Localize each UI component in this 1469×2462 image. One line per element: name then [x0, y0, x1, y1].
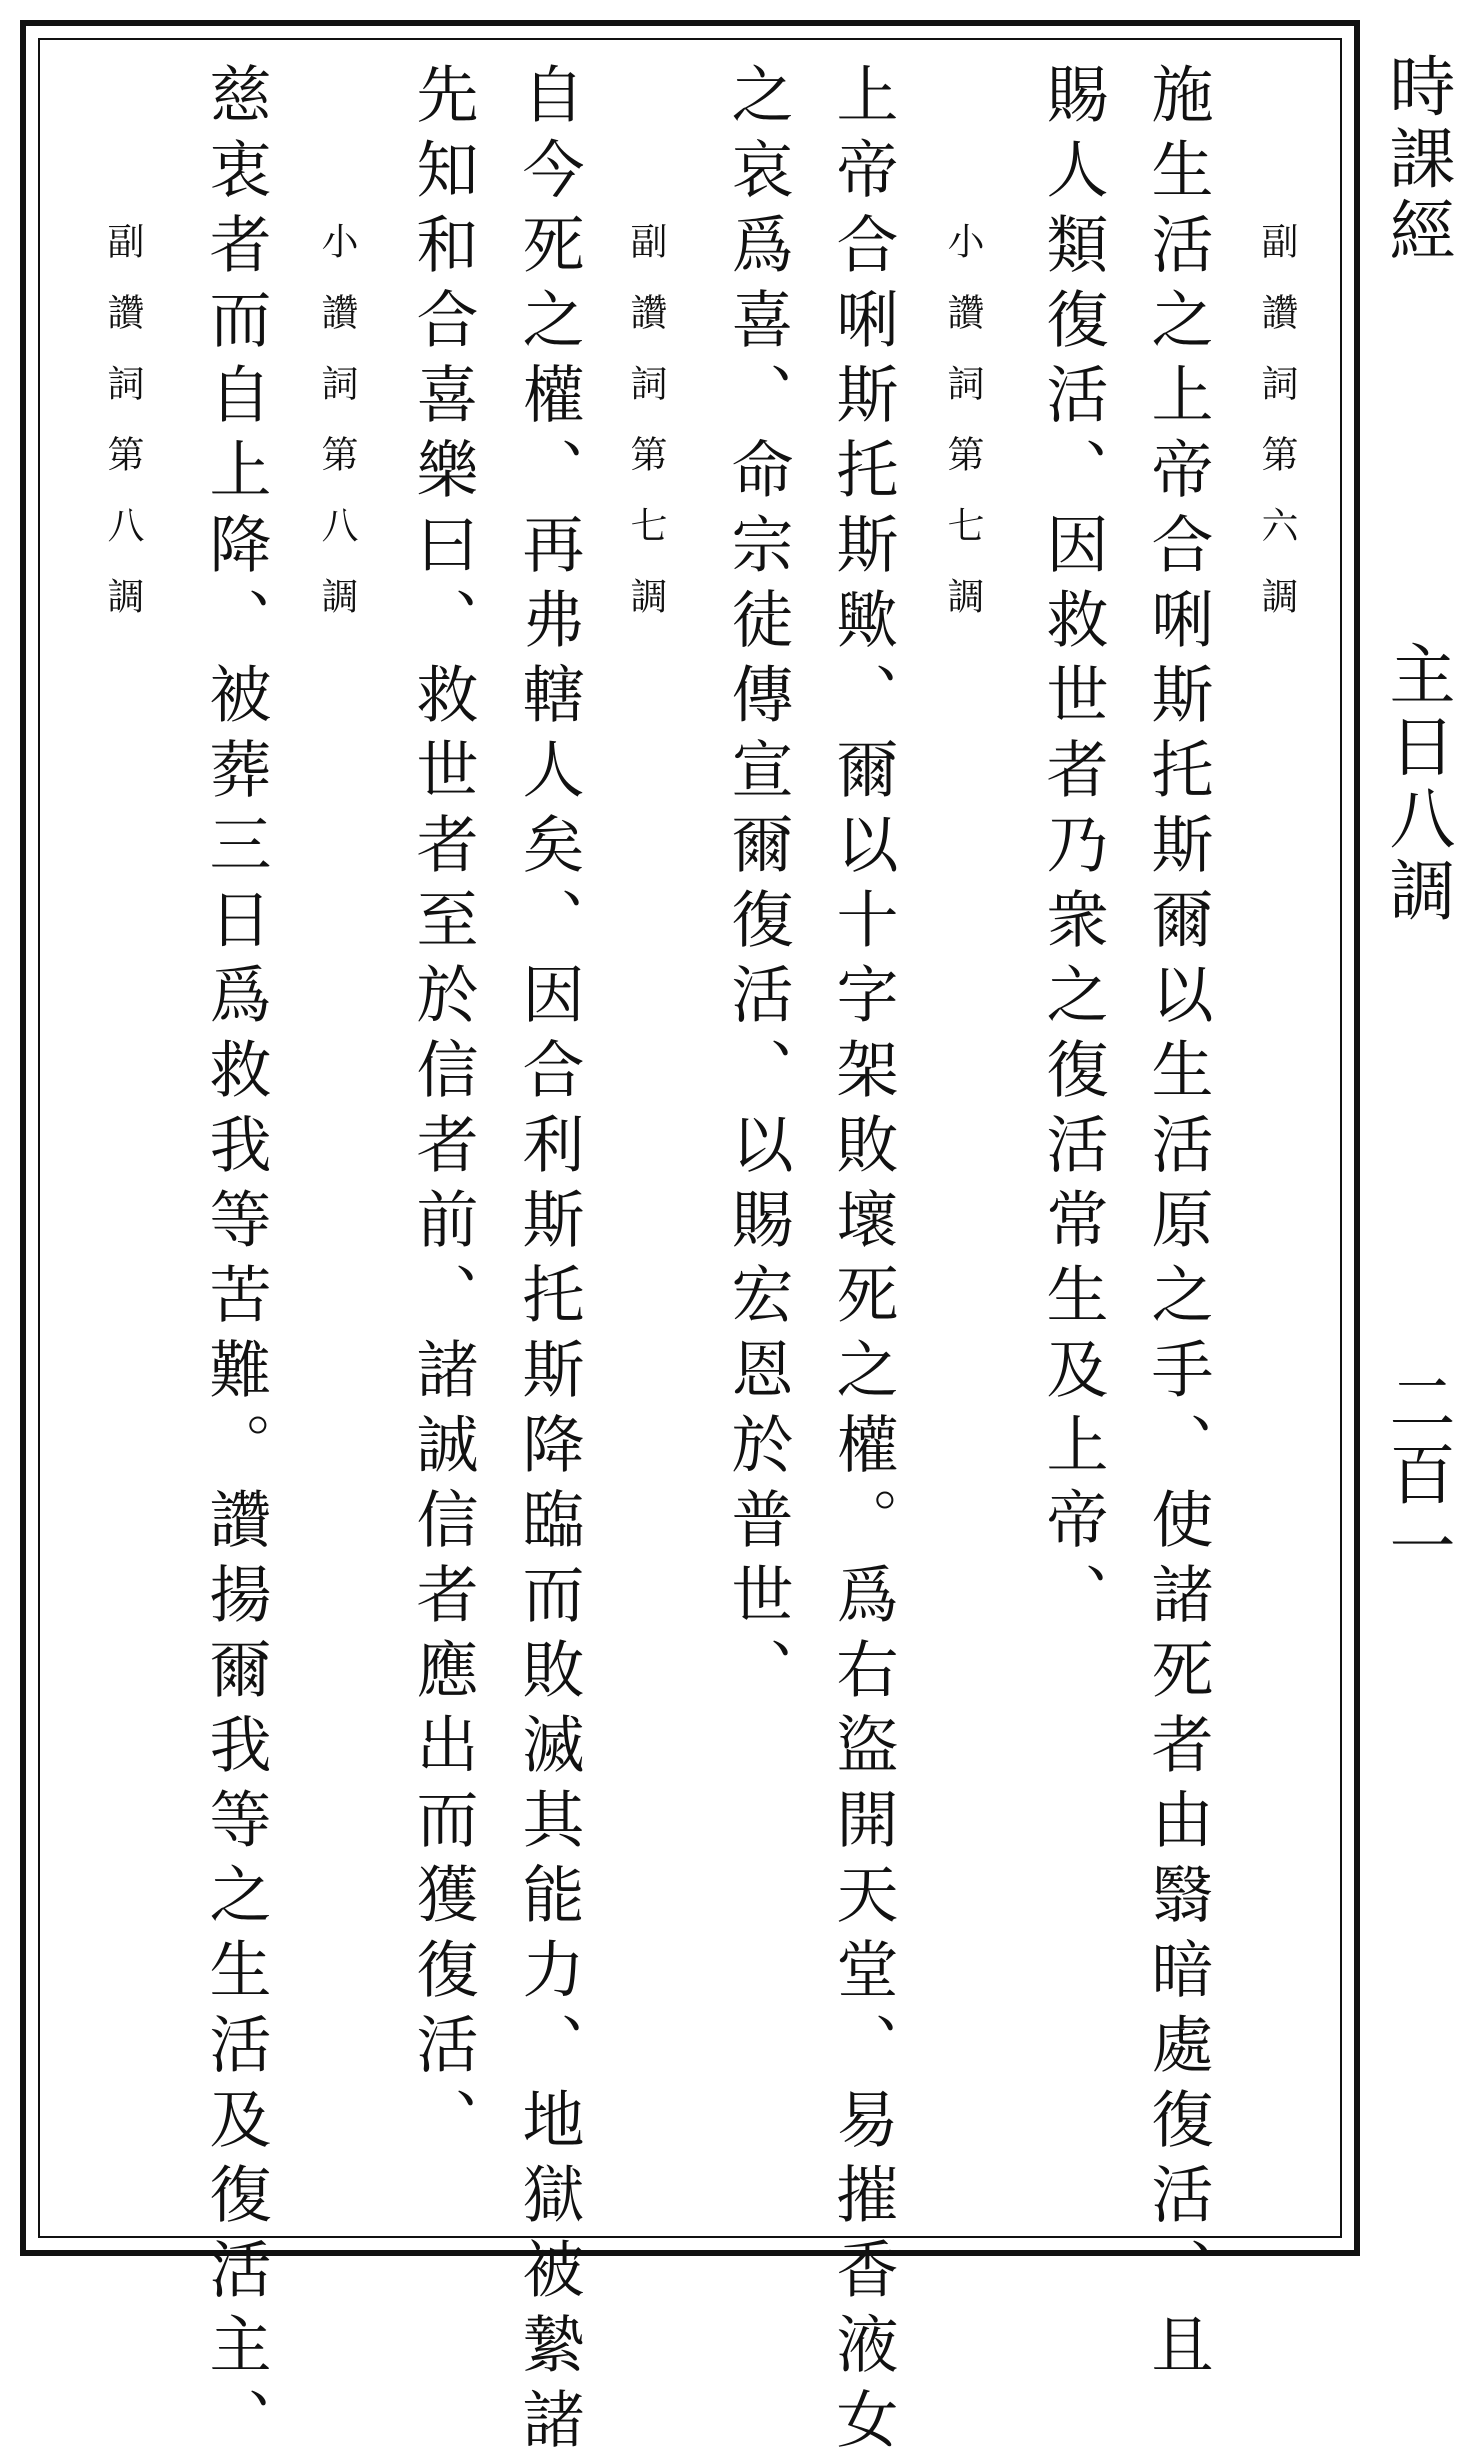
text-column: 施生活之上帝合唎斯托斯爾以生活原之手、使諸死者由翳暗處復活、且	[1141, 62, 1214, 2387]
heading-column: 副讚詞第八調	[101, 222, 144, 648]
section-title: 主日八調	[1378, 640, 1455, 928]
text-column: 自今死之權、再弗轄人矣、因合利斯托斯降臨而敗滅其能力、地獄被縶諸	[512, 62, 585, 2462]
book-title: 時課經	[1378, 52, 1455, 268]
text-column: 慈衷者而自上降、被葬三日爲救我等苦難。讚揚爾我等之生活及復活主、	[199, 62, 272, 2462]
text-column: 賜人類復活、因救世者乃衆之復活常生及上帝、	[1036, 62, 1109, 1637]
heading-column: 副讚詞第六調	[1255, 222, 1298, 648]
text-column: 之哀爲喜、命宗徒傳宣爾復活、以賜宏恩於普世、	[721, 62, 794, 1712]
heading-column: 小讚詞第八調	[315, 222, 358, 648]
heading-column: 小讚詞第七調	[941, 222, 984, 648]
heading-column: 副讚詞第七調	[624, 222, 667, 648]
page-number: 二百一	[1378, 1368, 1455, 1584]
text-column: 上帝合唎斯托斯歟、爾以十字架敗壞死之權。爲右盜開天堂、易摧香液女	[826, 62, 899, 2462]
text-column: 先知和合喜樂曰、救世者至於信者前、諸誠信者應出而獲復活、	[406, 62, 479, 2162]
